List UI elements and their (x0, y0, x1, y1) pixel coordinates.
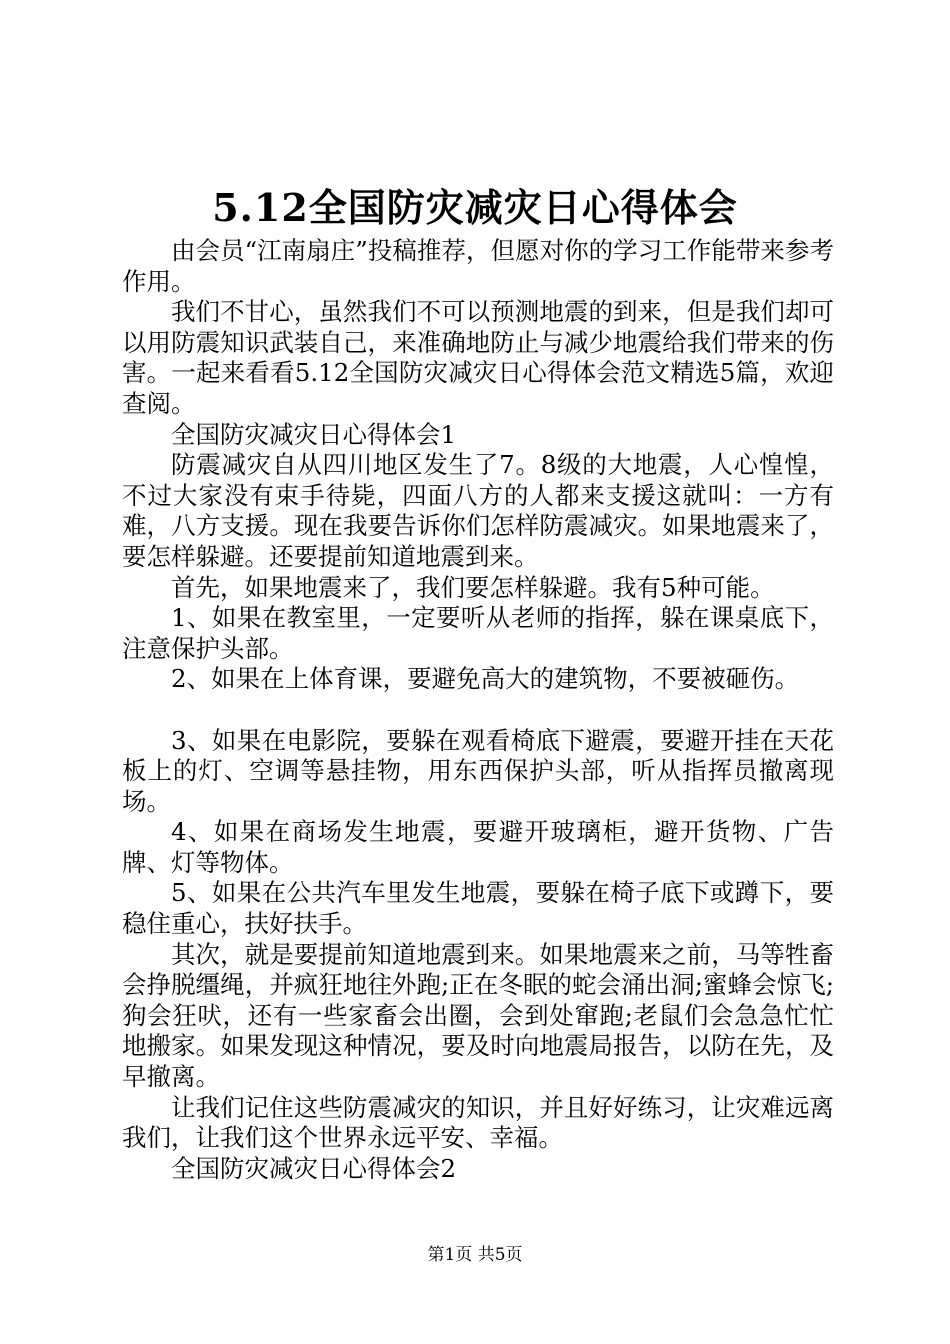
section-heading-1: 全国防灾减灾日心得体会1 (171, 419, 457, 449)
paragraph-intro: 由会员“江南扇庄”投稿推荐，但愿对你的学习工作能带来参考作用。 (122, 236, 834, 296)
list-item: 1、如果在教室里，一定要听从老师的指挥，躲在课桌底下，注意保护头部。 (122, 603, 834, 663)
list-item: 2、如果在上体育课，要避免高大的建筑物，不要被砸伤。 (171, 664, 800, 694)
document-title: 5.12全国防灾减灾日心得体会 (212, 185, 738, 230)
paragraph: 首先，如果地震来了，我们要怎样躲避。我有5种可能。 (171, 572, 775, 602)
paragraph-preface: 我们不甘心，虽然我们不可以预测地震的到来，但是我们却可以用防震知识武装自己，来准确地防止与减少地震给我们带来的伤害。一起来看看5.12全国防灾减灾日心得体会范文精选5篇，欢迎查阅。 (122, 297, 834, 418)
document-body (122, 236, 834, 1184)
paragraph: 让我们记住这些防震减灾的知识，并且好好练习，让灾难远离我们，让我们这个世界永远平安、幸福。 (122, 1092, 834, 1153)
list-item: 4、如果在商场发生地震，要避开玻璃柜，避开货物、广告牌、灯等物体。 (122, 817, 834, 877)
page-footer: 第1页 共5页 (427, 1245, 523, 1265)
paragraph: 其次，就是要提前知道地震到来。如果地震来之前，马等牲畜会挣脱缰绳，并疯狂地往外跑;正在冬眠的蛇会涌出洞;蜜蜂会惊飞;狗会狂吠，还有一些家畜会出圈，会到处窜跑;老鼠们会急急忙忙地搬家。如果发现这种情况，要及时向地震局报告，以防在先，及早撤离。 (122, 939, 834, 1092)
paragraph: 防震减灾自从四川地区发生了7。8级的大地震，人心惶惶，不过大家没有束手待毙，四面八方的人都来支援这就叫：一方有难，八方支援。现在我要告诉你们怎样防震减灾。如果地震来了，要怎样躲避。还要提前知道地震到来。 (122, 450, 834, 571)
section-heading-2: 全国防灾减灾日心得体会2 (171, 1153, 457, 1183)
list-item: 5、如果在公共汽车里发生地震，要躲在椅子底下或蹲下，要稳住重心，扶好扶手。 (122, 878, 834, 939)
list-item: 3、如果在电影院，要躲在观看椅底下避震，要避开挂在天花板上的灯、空调等悬挂物，用东西保护头部，听从指挥员撤离现场。 (122, 725, 834, 816)
